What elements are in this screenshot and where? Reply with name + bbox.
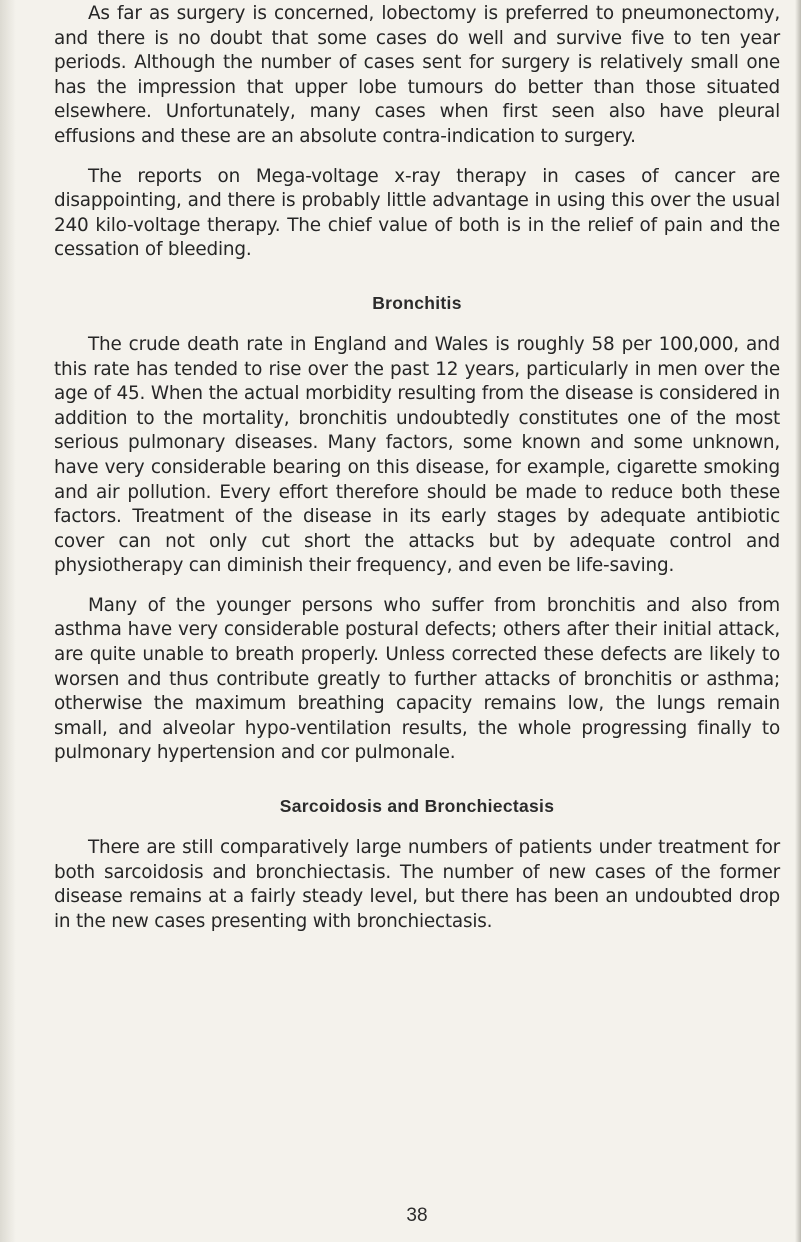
paragraph-surgery: As far as surgery is concerned, lobectomy is preferred to pneumonectomy, and there is no doubt that some cases do well and survive five to ten year periods. Although the number of cases sent for surgery is relatively small one has the impression that upper lobe tumours do better than those situated elsewhere. Unfortunately, many cases when first seen also have pleural effusions and these are an absolute contra-indication to surgery. (54, 3, 780, 147)
paragraph-bronchitis-death-rate: The crude death rate in England and Wales is roughly 58 per 100,000, and this rate has tended to rise over the past 12 years, particularly in men over the age of 45. When the actual morbidity resulting from the disease is considered in addition to the mortality, bronchitis undoubtedly constitutes one of the most serious pulmonary diseases. Many factors, some known and some unknown, have very considerable bearing on this disease, for example, cigarette smoking and air pollution. Every effort therefore should be made to reduce both these factors. Treatment of the disease in its early stages by adequate antibiotic cover can not only cut short the attacks but by adequate control and physiotherapy can diminish their frequency, and even be life-saving. (54, 333, 780, 577)
section-heading-sarcoidosis: Sarcoidosis and Bronchiectasis (279, 796, 555, 817)
paragraph-bronchitis-postural-defects: Many of the younger persons who suffer from bronchitis and also from asthma have very considerable postural defects; others after their initial attack, are quite unable to breath properly. Unless corrected these defects are likely to worsen and thus contribute greatly to further attacks of bronchitis or asthma; otherwise the maximum breathing capacity remains low, the lungs remain small, and alveolar hypo-ventilation results, the whole progressing finally to pulmonary hypertension and cor pulmonale. (54, 594, 780, 764)
page-body (54, 2, 780, 1226)
paragraph-sarcoidosis: There are still comparatively large numbers of patients under treatment for both sarcoidosis and bronchiectasis. The number of new cases of the former disease remains at a fairly steady level, but there has been an undoubted drop in the new cases presenting with bronchiectasis. (54, 837, 780, 932)
page-edge-shadow (795, 0, 801, 1242)
page-gutter-shadow (0, 0, 16, 1242)
paragraph-x-ray-therapy: The reports on Mega-voltage x-ray therapy in cases of cancer are disappointing, and there is probably little advantage in using this over the usual 240 kilo-voltage therapy. The chief value of both is in the relief of pain and the cessation of bleeding. (54, 165, 780, 261)
page-number: 38 (406, 1205, 428, 1226)
section-heading-bronchitis: Bronchitis (372, 292, 462, 313)
